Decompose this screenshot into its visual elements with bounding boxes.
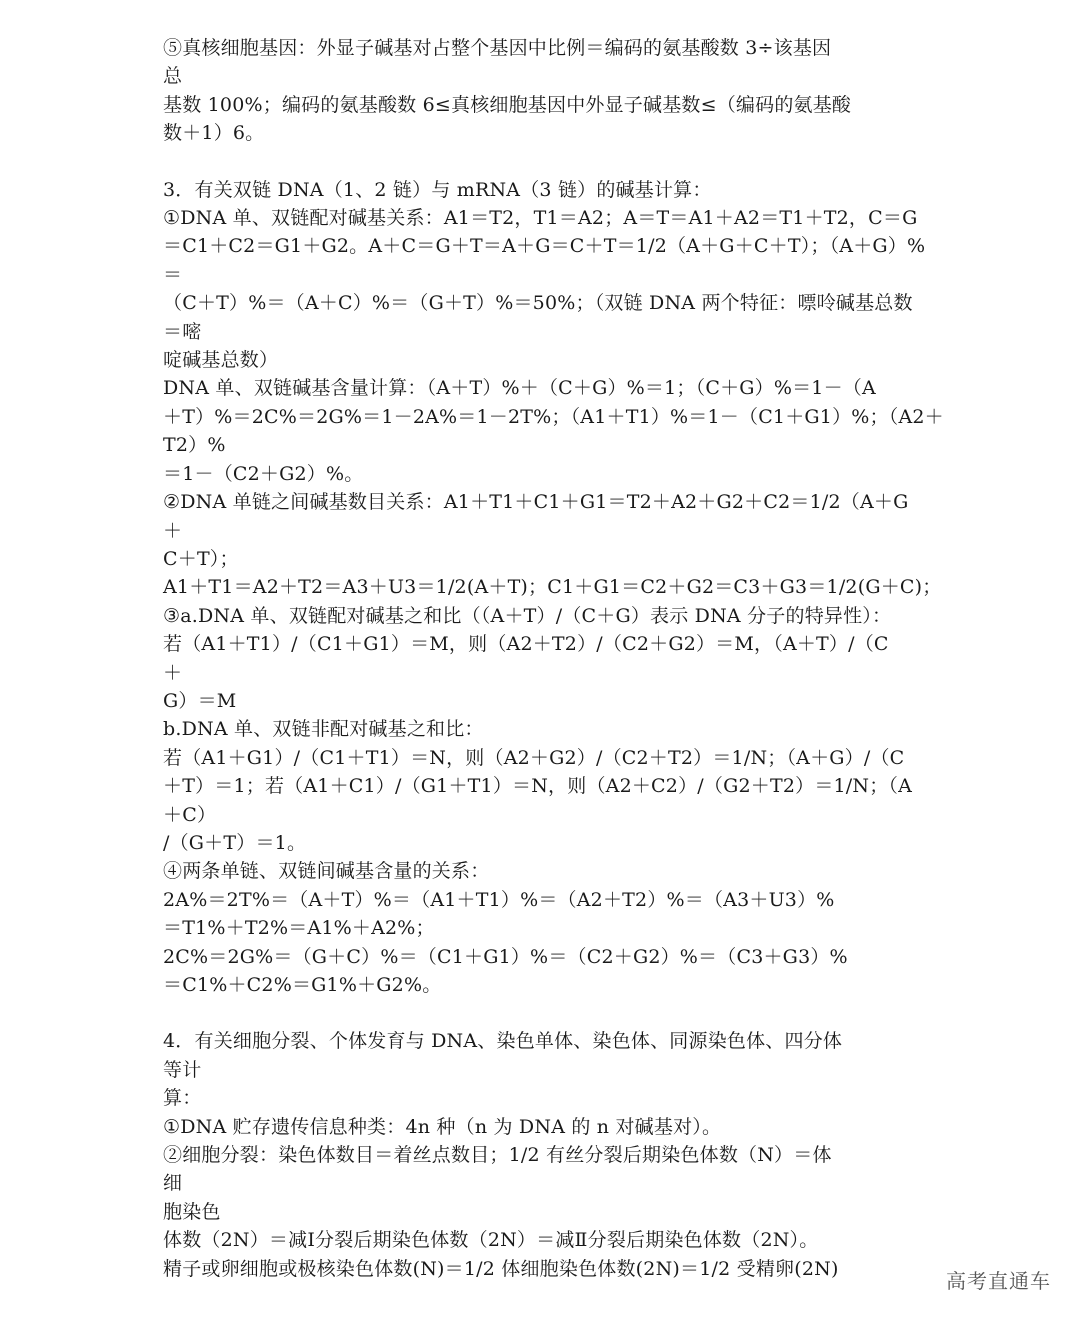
- text-line: 啶碱基总数）: [163, 349, 279, 372]
- text-line: 精子或卵细胞或极核染色体数(N)＝1/2 体细胞染色体数(2N)＝1/2 受精卵(2N): [163, 1257, 839, 1280]
- text-line: ③a.DNA 单、双链配对碱基之和比（（A＋T）/（C＋G）表示 DNA 分子的特异性）：: [163, 604, 892, 627]
- text-line: 胞染色: [163, 1200, 221, 1223]
- text-line: ①DNA 单、双链配对碱基关系：A1＝T2，T1＝A2；A＝T＝A1＋A2＝T1＋T2，C＝G: [163, 207, 918, 230]
- text-line: C＋T）；: [163, 547, 239, 570]
- text-line: 若（A1＋T1）/（C1＋G1）＝M，则（A2＋T2）/（C2＋G2）＝M，（A＋T）/（C: [163, 633, 889, 656]
- text-line: ①DNA 贮存遗传信息种类：4n 种（n 为 DNA 的 n 对碱基对）。: [163, 1115, 722, 1138]
- text-line: b.DNA 单、双链非配对碱基之和比：: [163, 718, 484, 741]
- text-line: 细: [163, 1172, 183, 1195]
- text-line: 2A%＝2T%＝（A＋T）%＝（A1＋T1）%＝（A2＋T2）%＝（A3＋U3）%: [163, 888, 835, 911]
- text-line: ＋: [163, 519, 183, 542]
- text-line: 基数 100%；编码的氨基酸数 6≤真核细胞基因中外显子碱基数≤（编码的氨基酸: [163, 93, 852, 116]
- text-line: T2）%: [163, 434, 226, 457]
- text-line: 3．有关双链 DNA（1、2 链）与 mRNA（3 链）的碱基计算：: [163, 178, 712, 201]
- text-line: ＝嘧: [163, 320, 202, 343]
- text-line: 体数（2N）＝减Ⅰ分裂后期染色体数（2N）＝减Ⅱ分裂后期染色体数（2N）。: [163, 1229, 819, 1252]
- text-line: 2C%＝2G%＝（G＋C）%＝（C1＋G1）%＝（C2＋G2）%＝（C3＋G3）%: [163, 945, 848, 968]
- text-line: ＝1－（C2＋G2）%。: [163, 462, 364, 485]
- text-line: ＝T1%＋T2%＝A1%＋A2%；: [163, 917, 435, 940]
- text-line: DNA 单、双链碱基含量计算：（A＋T）%＋（C＋G）%＝1；（C＋G）%＝1－（A: [163, 377, 876, 400]
- text-line: 总: [163, 65, 183, 88]
- text-line: ⑤真核细胞基因：外显子碱基对占整个基因中比例＝编码的氨基酸数 3÷该基因: [163, 37, 832, 59]
- text-line: ②DNA 单链之间碱基数目关系：A1＋T1＋C1＋G1＝T2＋A2＋G2＋C2＝1/2（A＋G: [163, 491, 909, 514]
- text-line: 若（A1＋G1）/（C1＋T1）＝N，则（A2＋G2）/（C2＋T2）＝1/N；（A＋G）/（C: [163, 746, 905, 769]
- paragraph-gap: [163, 999, 923, 1027]
- text-line: /（G＋T）＝1。: [163, 831, 307, 854]
- text-line: （C＋T）%＝（A＋C）%＝（G＋T）%＝50%；（双链 DNA 两个特征：嘌呤碱基总数: [163, 292, 913, 315]
- text-line: G）＝M: [163, 689, 237, 712]
- text-line: ＋T）%＝2C%＝2G%＝1－2A%＝1－2T%；（A1＋T1）%＝1－（C1＋G1）%；（A2＋: [163, 405, 944, 428]
- text-line: 数＋1）6。: [163, 122, 265, 145]
- text-line: ②细胞分裂：染色体数目＝着丝点数目；1/2 有丝分裂后期染色体数（N）＝体: [163, 1144, 832, 1167]
- text-line: ④两条单链、双链间碱基含量的关系：: [163, 860, 490, 883]
- text-line: 等计: [163, 1058, 202, 1081]
- text-line: ＝C1%＋C2%＝G1%＋G2%。: [163, 974, 442, 996]
- watermark-text: 高考直通车: [946, 1269, 1051, 1293]
- document-body: [163, 34, 944, 1283]
- text-line: A1＋T1＝A2＋T2＝A3＋U3＝1/2(A＋T)；C1＋G1＝C2＋G2＝C3＋G3＝1/2(G＋C)；: [163, 576, 942, 599]
- text-line: 算：: [163, 1087, 202, 1110]
- text-line: ＝: [163, 263, 183, 286]
- text-line: ＋: [163, 661, 183, 684]
- text-line: ＝C1＋C2＝G1＋G2。A＋C＝G＋T＝A＋G＝C＋T＝1/2（A＋G＋C＋T）；（A＋G）%: [163, 235, 926, 258]
- text-line: ＋C）: [163, 803, 217, 826]
- text-line: 4．有关细胞分裂、个体发育与 DNA、染色单体、染色体、同源染色体、四分体: [163, 1030, 843, 1053]
- paragraph-gap: [163, 148, 923, 176]
- text-line: ＋T）＝1；若（A1＋C1）/（G1＋T1）＝N，则（A2＋C2）/（G2＋T2）＝1/N；（A: [163, 775, 913, 798]
